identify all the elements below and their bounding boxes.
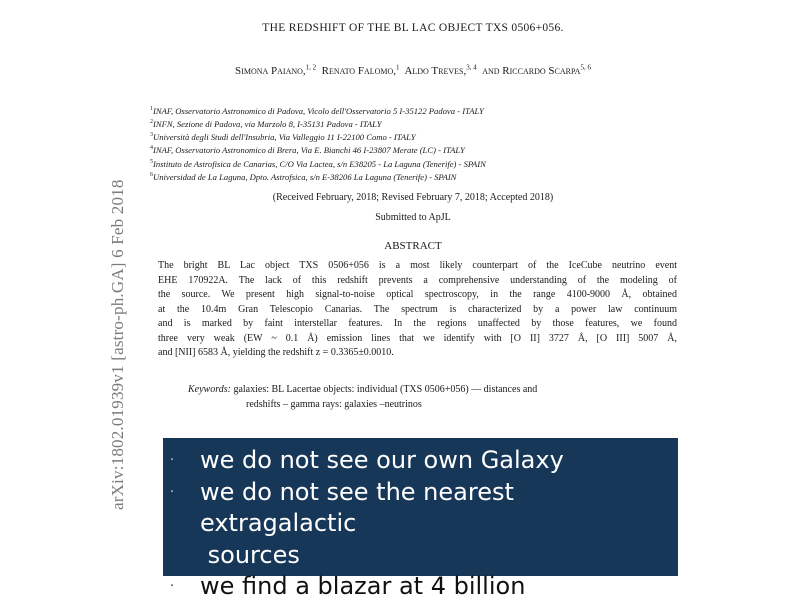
- affiliation: $^3$Università degli Studi dell'Insubria, Via Valleggio 11 I-22100 Como - ITALY: [150, 132, 416, 143]
- bullet-item: [168, 571, 768, 600]
- submission-note: Submitted to ApJL: [375, 212, 451, 223]
- abstract-line: at the 10.4m Gran Telescopio Canarias. The spectrum is characterized by a power law continuum: [158, 303, 677, 315]
- bullet-dot-icon: ·: [170, 453, 175, 468]
- bullet-dot-icon: ·: [170, 484, 175, 500]
- bullet-text: sources: [200, 540, 300, 569]
- affiliation: $^5$Instituto de Astrofisica de Canarias, C/O Via Lactea, s/n E38205 - La Laguna (Tenerife) - SPAIN: [150, 158, 486, 169]
- abstract-heading: ABSTRACT: [384, 240, 442, 252]
- keywords: [188, 382, 537, 412]
- bullet-item: [168, 477, 768, 572]
- abstract-line: and is marked by faint interstellar features. In the regions unaffected by those features, we found: [158, 318, 677, 329]
- author: Simona Paiano,$^{1, 2}$: [235, 63, 317, 77]
- keywords-label: Keywords:: [188, 384, 231, 395]
- bullet-text: extragalactic: [200, 509, 357, 537]
- bullet-dot-icon: ·: [170, 579, 175, 594]
- author: Aldo Treves,$^{3, 4}$: [404, 63, 477, 77]
- author: Renato Falomo,$^1$: [321, 63, 400, 77]
- publication-dates: (Received February, 2018; Revised February 7, 2018; Accepted 2018): [272, 192, 554, 203]
- bullet-text: we do not see our own Galaxy: [200, 446, 564, 474]
- abstract-line: EHE 170922A. The lack of this redshift prevents a comprehensive understanding of the modeling of: [158, 274, 677, 286]
- affiliation: $^2$INFN, Sezione di Padova, via Marzolo 8, I-35131 Padova - ITALY: [150, 119, 382, 130]
- abstract-line: three very weak (EW ~ 0.1 Å) emission lines that we identify with [O II] 3727 Å, [O III] 5007 Å,: [158, 332, 677, 344]
- keywords-text: redshifts – gamma rays: galaxies –neutrinos: [246, 399, 422, 410]
- abstract-line: The bright BL Lac object TXS 0506+056 is a most likely counterpart of the IceCube neutrino event: [158, 260, 677, 271]
- author-list: [0, 63, 799, 77]
- slide-bullet-list: [168, 445, 768, 600]
- author: and Riccardo Scarpa$^{5, 6}$: [482, 63, 591, 77]
- affiliation: $^1$INAF, Osservatorio Astronomico di Padova, Vicolo dell'Osservatorio 5 I-35122 Padova - ITALY: [150, 105, 484, 116]
- bullet-text: we do not see the nearest: [200, 477, 514, 506]
- abstract-body: [158, 259, 677, 361]
- abstract-line: the source. We present high signal-to-noise optical spectroscopy, in the range 4100-9000 Å, obtained: [158, 289, 677, 300]
- arxiv-stamp: arXiv:1802.01939v1 [astro-ph.GA] 6 Feb 2018: [108, 179, 127, 510]
- affiliation: $^6$Universidad de La Laguna, Dpto. Astrofsica, s/n E-38206 La Laguna (Tenerife) - SPAIN: [150, 171, 457, 182]
- abstract-line: and [NII] 6583 Å, yielding the redshift z = 0.3365±0.0010.: [158, 347, 394, 358]
- bullet-item: [168, 445, 768, 477]
- affiliations: [150, 104, 710, 183]
- keywords-text: galaxies: BL Lacertae objects: individual (TXS 0506+056) — distances and: [233, 384, 538, 395]
- paper-title: THE REDSHIFT OF THE BL LAC OBJECT TXS 0506+056.: [262, 22, 564, 34]
- bullet-text: we find a blazar at 4 billion: [200, 572, 526, 600]
- affiliation: $^4$INAF, Osservatorio Astronomico di Brera, Via E. Bianchi 46 I-23807 Merate (LC) - ITALY: [150, 145, 465, 156]
